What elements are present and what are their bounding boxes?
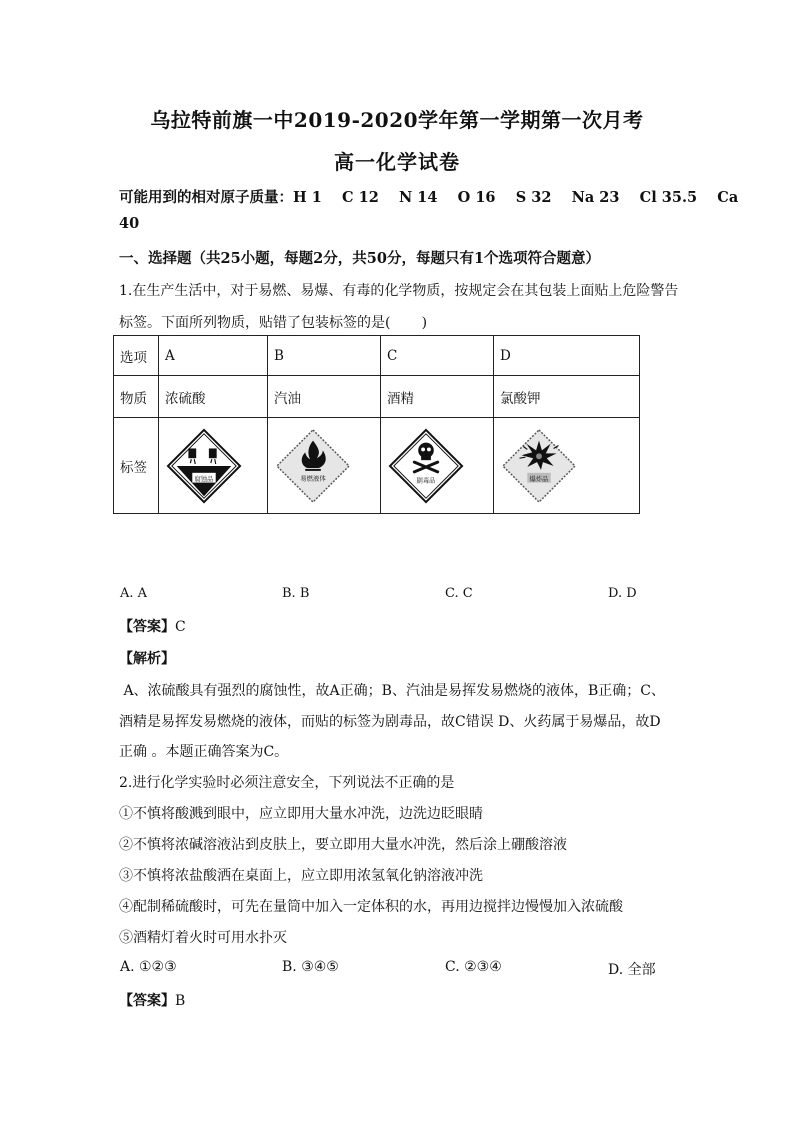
atomic-mass-line-1: 可能用到的相对原子质量：H 1 C 12 N 14 O 16 S 32 Na 23 Cl 35.5 Ca [119, 189, 739, 206]
explosion-icon [500, 427, 578, 505]
sign-text-b: 易燃液体 [300, 475, 326, 483]
q1-choice-a[interactable]: A. A [120, 586, 148, 601]
q1-analysis-line-2: 酒精是易挥发易燃烧的液体，而贴的标签为剧毒品，故C错误 D、火药属于易爆品，故D [119, 714, 661, 730]
answer-value: B [175, 993, 186, 1009]
q2-item-2: ②不慎将浓碱溶液沾到皮肤上，要立即用大量水冲洗，然后涂上硼酸溶液 [119, 837, 567, 853]
flame-icon [274, 427, 352, 505]
q1-analysis-label: 【解析】 [119, 651, 175, 667]
section-heading: 一、选择题（共25小题，每题2分，共50分，每题只有1个选项符合题意） [119, 250, 601, 267]
sign-cell-c [381, 418, 494, 514]
sign-text-c: 剧毒品 [416, 477, 436, 485]
substance-d: 氯酸钾 [494, 376, 640, 418]
q2-item-4: ④配制稀硫酸时，可先在量筒中加入一定体积的水，再用边搅拌边慢慢加入浓硫酸 [119, 899, 623, 915]
q1-choice-c[interactable]: C. C [445, 586, 473, 601]
option-header-d: D [494, 336, 640, 376]
option-header-c: C [381, 336, 494, 376]
q1-analysis-line-3: 正确 。本题正确答案为C。 [119, 744, 289, 760]
substance-b: 汽油 [268, 376, 381, 418]
row-label-substance: 物质 [114, 376, 159, 418]
q2-item-1: ①不慎将酸溅到眼中，应立即用大量水冲洗，边洗边眨眼睛 [119, 806, 483, 822]
skull-crossbones-icon [387, 427, 465, 505]
option-header-b: B [268, 336, 381, 376]
q1-answer [119, 616, 186, 636]
answer-label: 【答案】 [119, 619, 175, 635]
q2-choice-c[interactable]: C. ②③④ [445, 959, 502, 975]
substance-a: 浓硫酸 [159, 376, 268, 418]
q2-stem: 2.进行化学实验时必须注意安全，下列说法不正确的是 [119, 775, 455, 791]
q2-item-5: ⑤酒精灯着火时可用水扑灭 [119, 930, 287, 946]
exam-title: 乌拉特前旗一中2019-2020学年第一学期第一次月考 [150, 108, 644, 132]
answer-value: C [175, 619, 186, 635]
atomic-mass-line-2: 40 [119, 215, 140, 232]
q1-analysis-line-1: A、浓硫酸具有强烈的腐蚀性，故A正确；B、汽油是易挥发易燃烧的液体，B正确；C、 [119, 683, 665, 699]
row-label-sign: 标签 [114, 418, 159, 514]
q1-choice-b[interactable]: B. B [282, 586, 310, 601]
q1-options-table [113, 335, 640, 514]
option-header-a: A [159, 336, 268, 376]
exam-subtitle: 高一化学试卷 [334, 150, 460, 174]
answer-label: 【答案】 [119, 993, 175, 1009]
sign-cell-a [159, 418, 268, 514]
q1-stem-line-2: 标签。下面所列物质，贴错了包装标签的是( ) [119, 315, 428, 331]
corrosive-icon [165, 427, 243, 505]
q1-choice-d[interactable]: D. D [608, 586, 637, 601]
q2-choice-a[interactable]: A. ①②③ [120, 959, 177, 975]
row-label-option: 选项 [114, 336, 159, 376]
q2-answer [119, 990, 185, 1010]
substance-c: 酒精 [381, 376, 494, 418]
q2-choice-b[interactable]: B. ③④⑤ [282, 959, 339, 975]
sign-text-a: 腐蚀品 [194, 475, 214, 483]
q2-choice-d[interactable]: D. 全部 [608, 962, 656, 978]
sign-cell-d [494, 418, 640, 514]
sign-text-d: 爆炸品 [529, 475, 549, 483]
q2-item-3: ③不慎将浓盐酸洒在桌面上，应立即用浓氢氧化钠溶液冲洗 [119, 868, 483, 884]
q1-stem-line-1: 1.在生产生活中，对于易燃、易爆、有毒的化学物质，按规定会在其包装上面贴上危险警告 [119, 283, 679, 299]
sign-cell-b [268, 418, 381, 514]
